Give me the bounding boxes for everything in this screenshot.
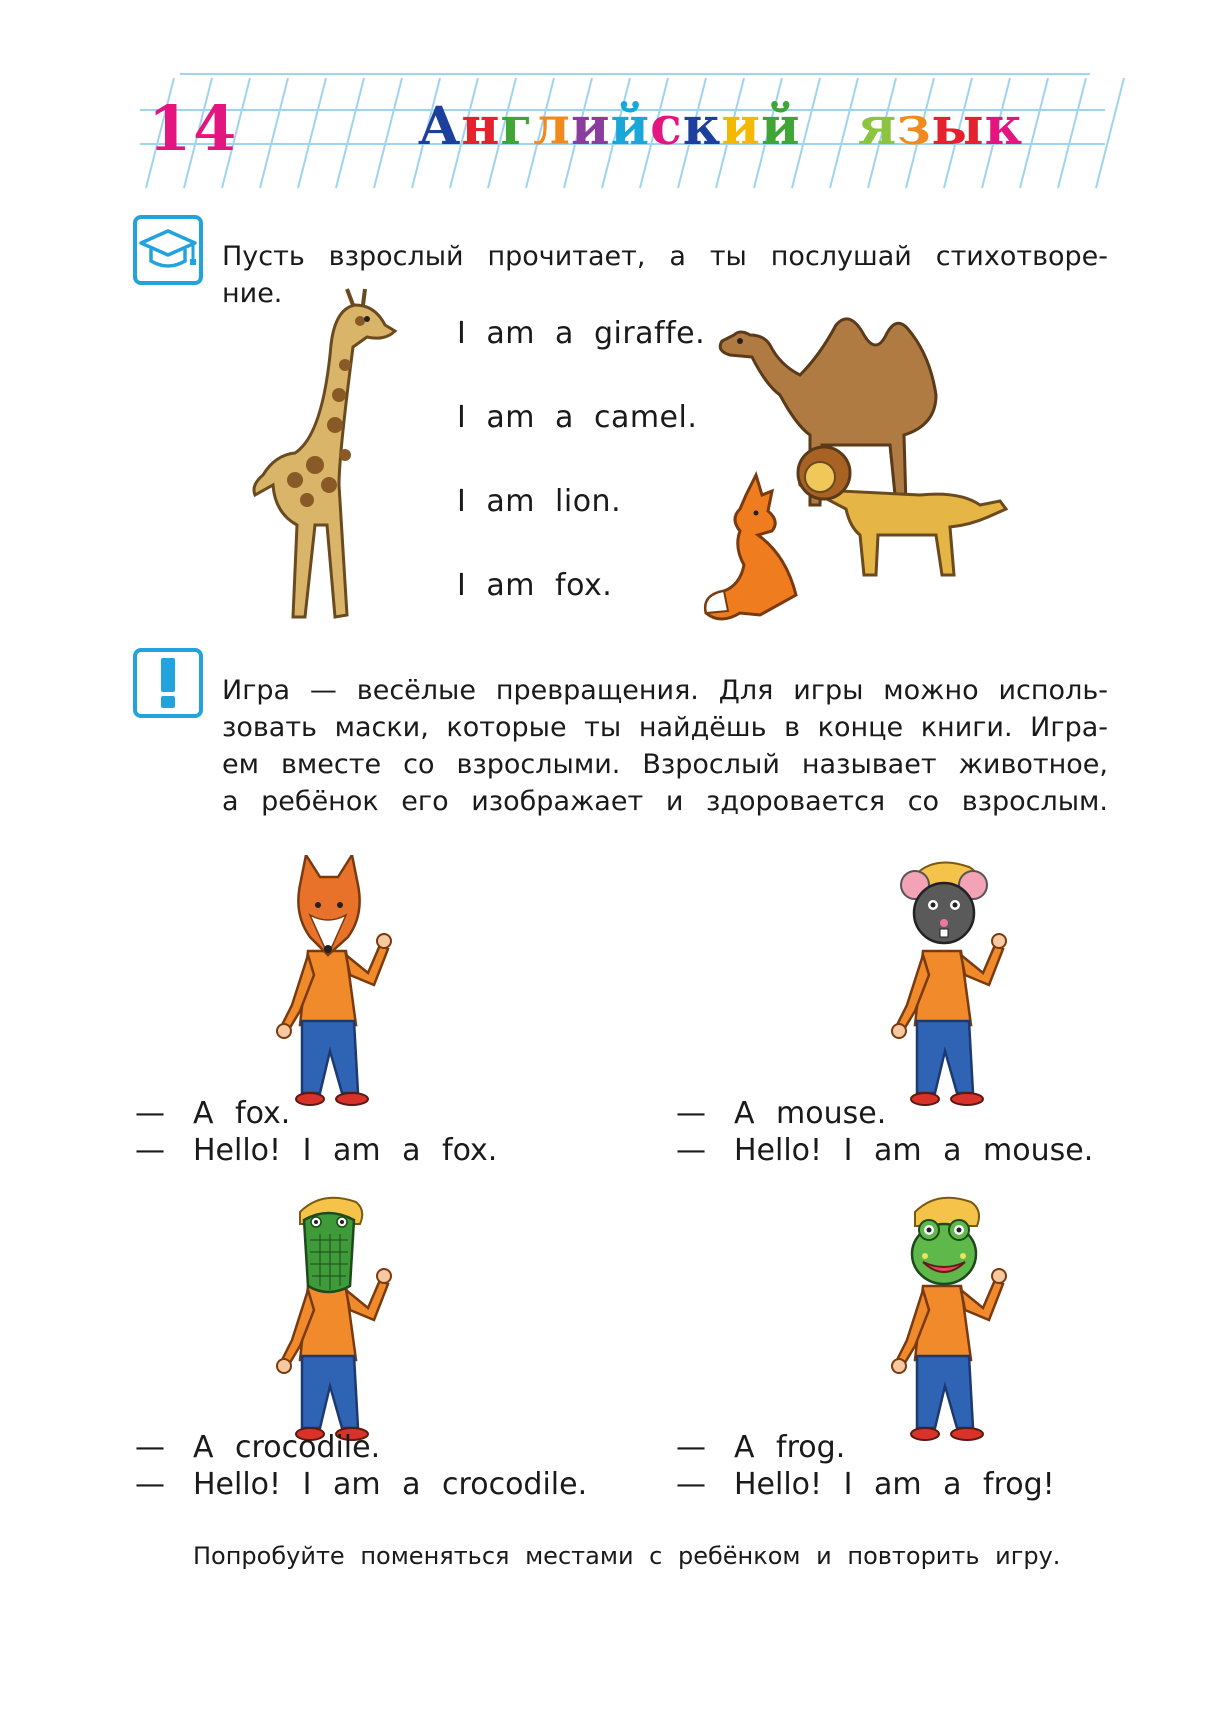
title-letter: с	[650, 96, 683, 157]
dialog-mouse-line-2: — Hello! I am a mouse.	[676, 1133, 1094, 1168]
child-mouse-mask-figure	[885, 855, 1015, 1115]
child-crocodile-mask-figure	[270, 1190, 400, 1450]
poem-line-3: I am lion.	[457, 484, 622, 519]
title-letter: А	[418, 96, 462, 157]
exclamation-icon	[133, 648, 203, 718]
title-letter: ы	[931, 96, 985, 157]
game-instruction-line-1: Игра — весёлые превращения. Для игры можно исполь-	[222, 675, 1108, 706]
dialog-fox-line-2: — Hello! I am a fox.	[135, 1133, 498, 1168]
child-fox-mask-figure	[270, 855, 400, 1115]
graduation-cap-icon	[133, 215, 203, 285]
title-letter: и	[570, 96, 611, 157]
page-number: 14	[148, 92, 239, 165]
poem-line-4: I am fox.	[457, 568, 613, 603]
title-letter: г	[500, 96, 534, 157]
dialog-crocodile-line-1: — A crocodile.	[135, 1430, 381, 1465]
poem-line-2: I am a camel.	[457, 400, 698, 435]
title-letter: к	[682, 96, 722, 157]
page-title	[418, 96, 1023, 157]
title-letter: й	[760, 96, 801, 157]
title-letter: з	[897, 96, 932, 157]
title-letter: к	[984, 96, 1024, 157]
dialog-mouse-line-1: — A mouse.	[676, 1096, 887, 1131]
dialog-crocodile-line-2: — Hello! I am a crocodile.	[135, 1467, 588, 1502]
poem-line-1: I am a giraffe.	[457, 316, 706, 351]
title-letter: и	[721, 96, 761, 157]
title-letter: я	[857, 96, 898, 157]
instruction-line-2: ние.	[222, 278, 283, 309]
camel-lion-fox-illustration	[700, 295, 1030, 640]
giraffe-illustration	[235, 285, 415, 635]
title-letter: л	[533, 96, 571, 157]
child-frog-mask-figure	[885, 1190, 1015, 1450]
title-letter	[801, 96, 858, 157]
dialog-frog-line-1: — A frog.	[676, 1430, 846, 1465]
game-instruction-line-3: ем вместе со взрослыми. Взрослый называет животное,	[222, 749, 1108, 780]
dialog-fox-line-1: — A fox.	[135, 1096, 291, 1131]
game-instruction-line-2: зовать маски, которые ты найдёшь в конце книги. Игра-	[222, 712, 1108, 743]
title-letter: й	[610, 96, 651, 157]
instruction-line-1: Пусть взрослый прочитает, а ты послушай стихотворе-	[222, 241, 1108, 272]
game-instruction-line-4: а ребёнок его изображает и здоровается со взрослым.	[222, 786, 1108, 817]
dialog-frog-line-2: — Hello! I am a frog!	[676, 1467, 1055, 1502]
title-letter: н	[461, 96, 501, 157]
footer-note: Попробуйте поменяться местами с ребёнком и повторить игру.	[193, 1542, 1061, 1570]
